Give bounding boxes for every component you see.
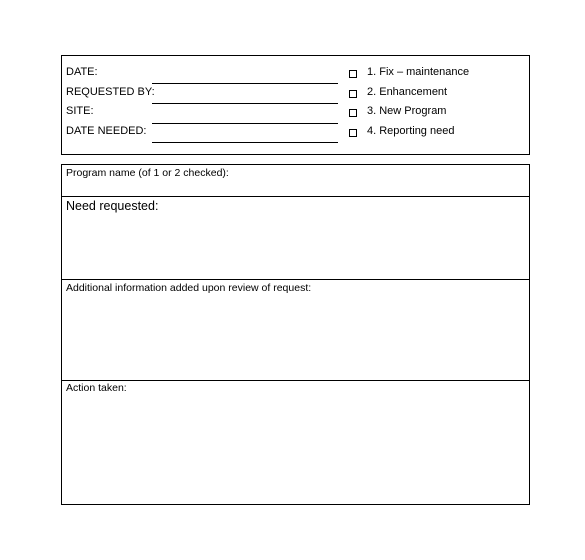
additional-info-label: Additional information added upon review of request: xyxy=(66,282,312,294)
additional-info-section[interactable] xyxy=(61,279,530,381)
option-new-program-label: 3. New Program xyxy=(367,105,447,117)
program-name-section[interactable] xyxy=(61,164,530,197)
requested-by-input-line[interactable] xyxy=(152,83,338,84)
date-needed-input-line[interactable] xyxy=(152,123,338,124)
date-label: DATE: xyxy=(66,66,98,78)
extra-input-line[interactable] xyxy=(152,142,338,143)
site-input-line[interactable] xyxy=(152,103,338,104)
checkbox-reporting-need[interactable] xyxy=(349,129,357,137)
option-fix-maintenance-label: 1. Fix – maintenance xyxy=(367,66,470,78)
option-reporting-need-label: 4. Reporting need xyxy=(367,125,455,137)
site-label: SITE: xyxy=(66,105,94,117)
checkbox-new-program[interactable] xyxy=(349,109,357,117)
date-needed-label: DATE NEEDED: xyxy=(66,125,147,137)
need-requested-label: Need requested: xyxy=(66,199,159,213)
need-requested-section[interactable] xyxy=(61,196,530,280)
checkbox-fix-maintenance[interactable] xyxy=(349,70,357,78)
option-enhancement-label: 2. Enhancement xyxy=(367,86,448,98)
request-header-box xyxy=(61,55,530,155)
action-taken-section[interactable] xyxy=(61,380,530,505)
program-name-label: Program name (of 1 or 2 checked): xyxy=(66,167,229,179)
requested-by-label: REQUESTED BY: xyxy=(66,86,155,98)
checkbox-enhancement[interactable] xyxy=(349,90,357,98)
action-taken-label: Action taken: xyxy=(66,382,127,394)
